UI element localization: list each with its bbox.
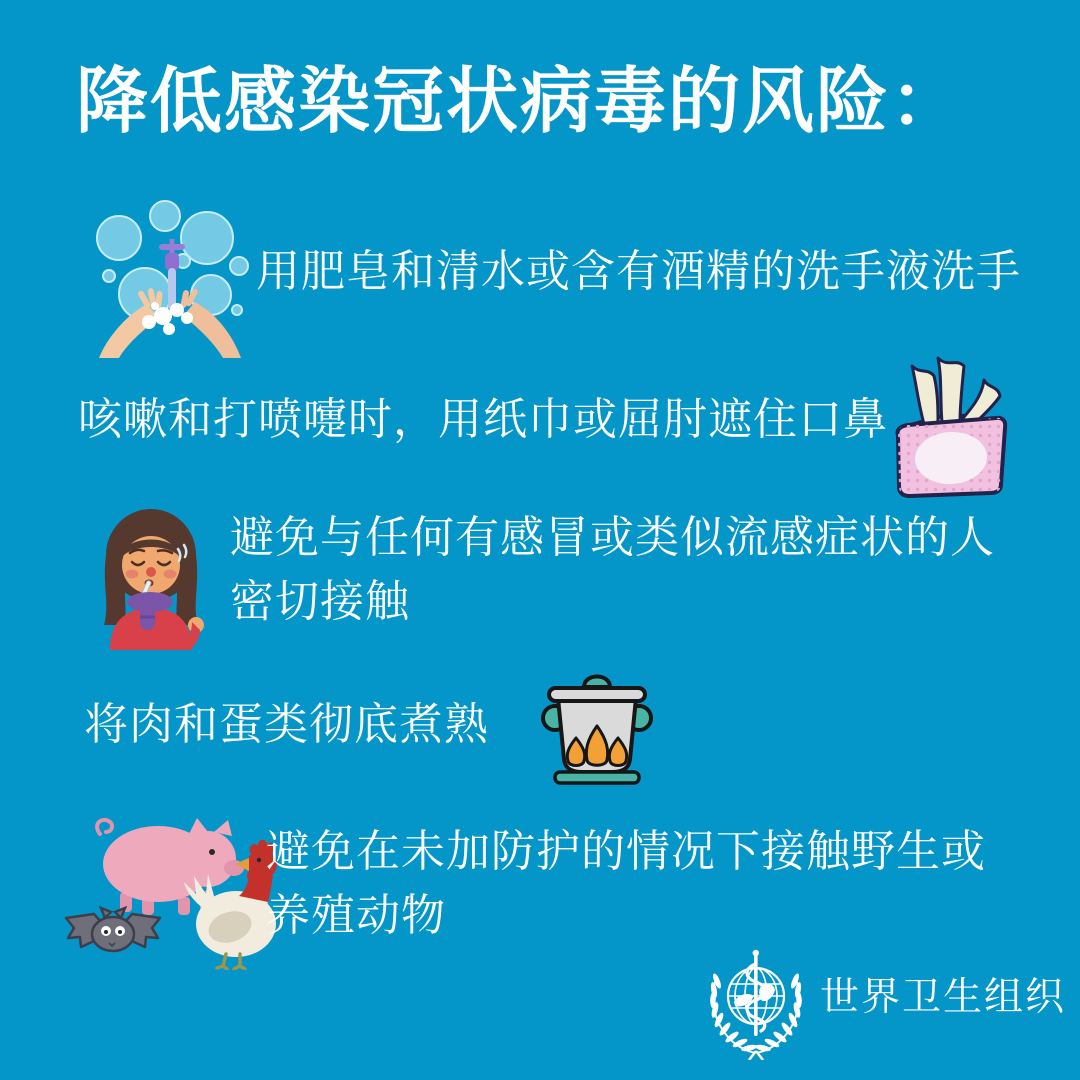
tip-text-line: 避免与任何有感冒或类似流感症状的人 (230, 512, 995, 563)
cooking-pot-icon (532, 658, 662, 790)
farm-wild-animals-icon (58, 812, 293, 970)
handwashing-icon (85, 198, 255, 358)
tip-text-avoid-sick (230, 506, 995, 634)
tip-text-line: 密切接触 (230, 576, 410, 627)
tip-text-cover-cough: 咳嗽和打喷嚏时，用纸巾或屈肘遮住口鼻 (78, 394, 888, 445)
page-title: 降低感染冠状病毒的风险： (76, 59, 965, 143)
tip-text-line: 避免在未加防护的情况下接触野生或 (266, 826, 986, 877)
org-name: 世界卫生组织 (820, 975, 1067, 1020)
tip-text-cook: 将肉和蛋类彻底煮熟 (84, 699, 489, 750)
tissue-box-icon (888, 352, 1016, 500)
tip-text-wash-hands: 用肥皂和清水或含有酒精的洗手液洗手 (256, 246, 1021, 297)
sick-person-icon (92, 505, 210, 650)
tip-text-avoid-animals (266, 820, 986, 948)
tissues (912, 358, 1000, 426)
tip-text-line: 养殖动物 (266, 890, 446, 941)
who-logo-icon (704, 946, 808, 1060)
